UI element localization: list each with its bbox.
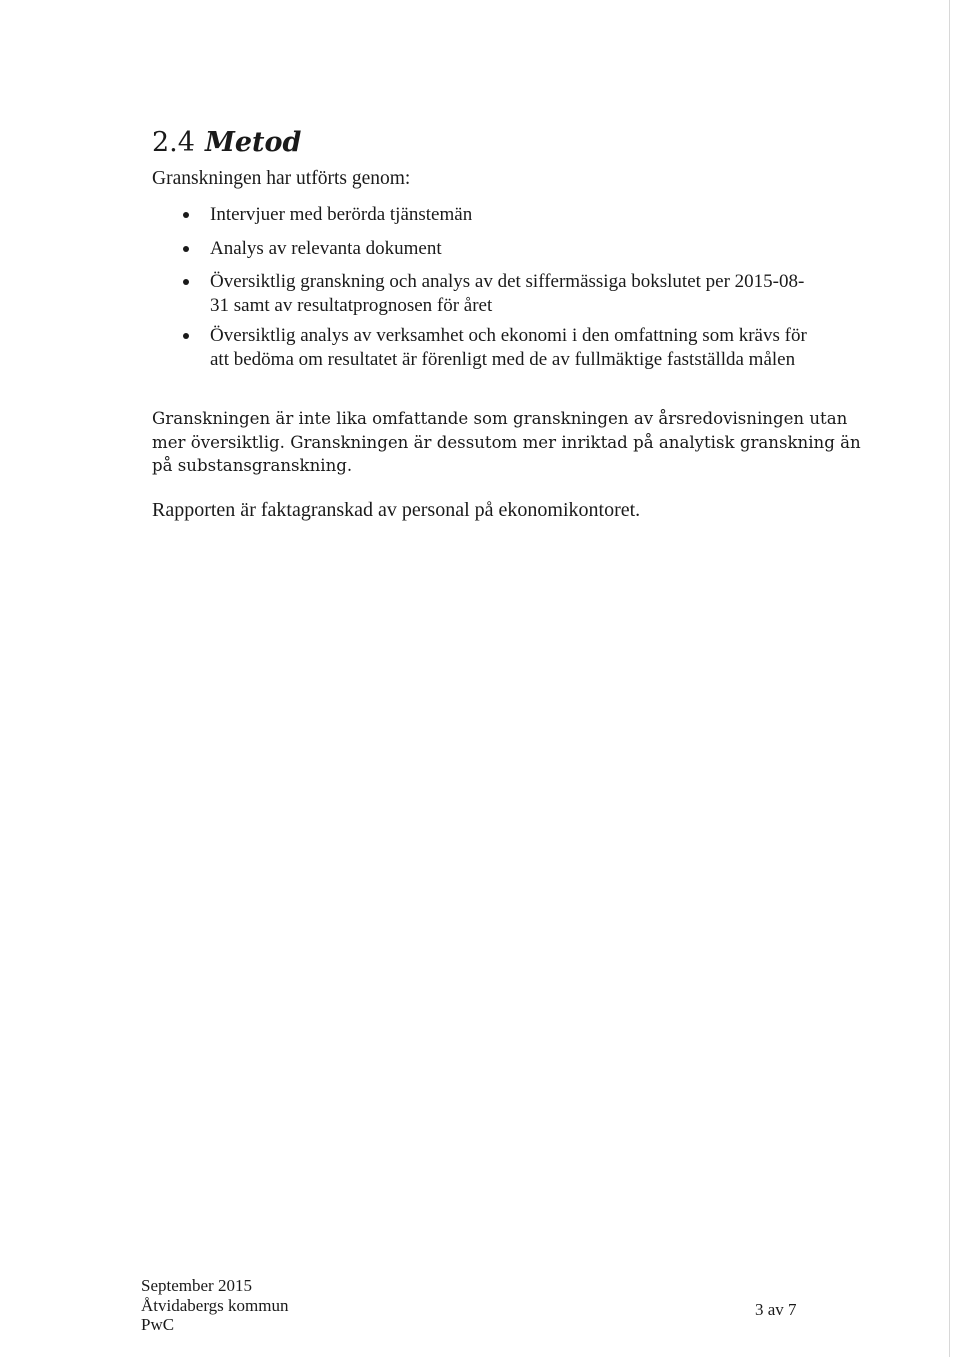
- section-number: 2.4: [152, 127, 195, 158]
- section-heading: [152, 126, 301, 160]
- method-bullet-list: [152, 203, 812, 381]
- footer-info: [141, 1276, 288, 1335]
- section-title: Metod: [204, 127, 302, 158]
- bullet-item: [152, 203, 812, 227]
- footer-date: September 2015: [141, 1276, 252, 1295]
- scope-paragraph: [152, 407, 861, 478]
- bullet-item: [152, 270, 812, 317]
- bullet-item: [152, 324, 812, 371]
- page-number: 3 av 7: [755, 1300, 797, 1319]
- bullet-icon: [183, 246, 189, 252]
- bullet-text: Analys av relevanta dokument: [210, 237, 442, 259]
- factcheck-paragraph: Rapporten är faktagranskad av personal på ekonomikontoret.: [152, 499, 641, 521]
- bullet-text: Intervjuer med berörda tjänstemän: [210, 204, 473, 225]
- bullet-text: Översiktlig analys av verksamhet och ekonomi i den omfattning som krävs för att bedöma om resultatet är förenligt med de av fullmäktige fastställda målen: [210, 325, 807, 370]
- bullet-icon: [183, 212, 189, 218]
- page-edge-line: [949, 0, 950, 1357]
- intro-text: Granskningen har utförts genom:: [152, 168, 411, 189]
- scope-line: Granskningen är inte lika omfattande som granskningen av årsredovisningen utan: [152, 409, 848, 428]
- scope-line: på substansgranskning.: [152, 456, 353, 475]
- footer-author: PwC: [141, 1315, 175, 1334]
- scope-line: mer översiktlig. Granskningen är dessutom mer inriktad på analytisk granskning än: [152, 432, 861, 452]
- bullet-icon: [183, 333, 189, 339]
- footer-organization: Åtvidabergs kommun: [141, 1295, 289, 1315]
- bullet-icon: [183, 279, 189, 285]
- bullet-text: Översiktlig granskning och analys av det siffermässiga bokslutet per 2015-08-31 samt av resultatprognosen för året: [210, 271, 805, 316]
- bullet-item: [152, 237, 812, 261]
